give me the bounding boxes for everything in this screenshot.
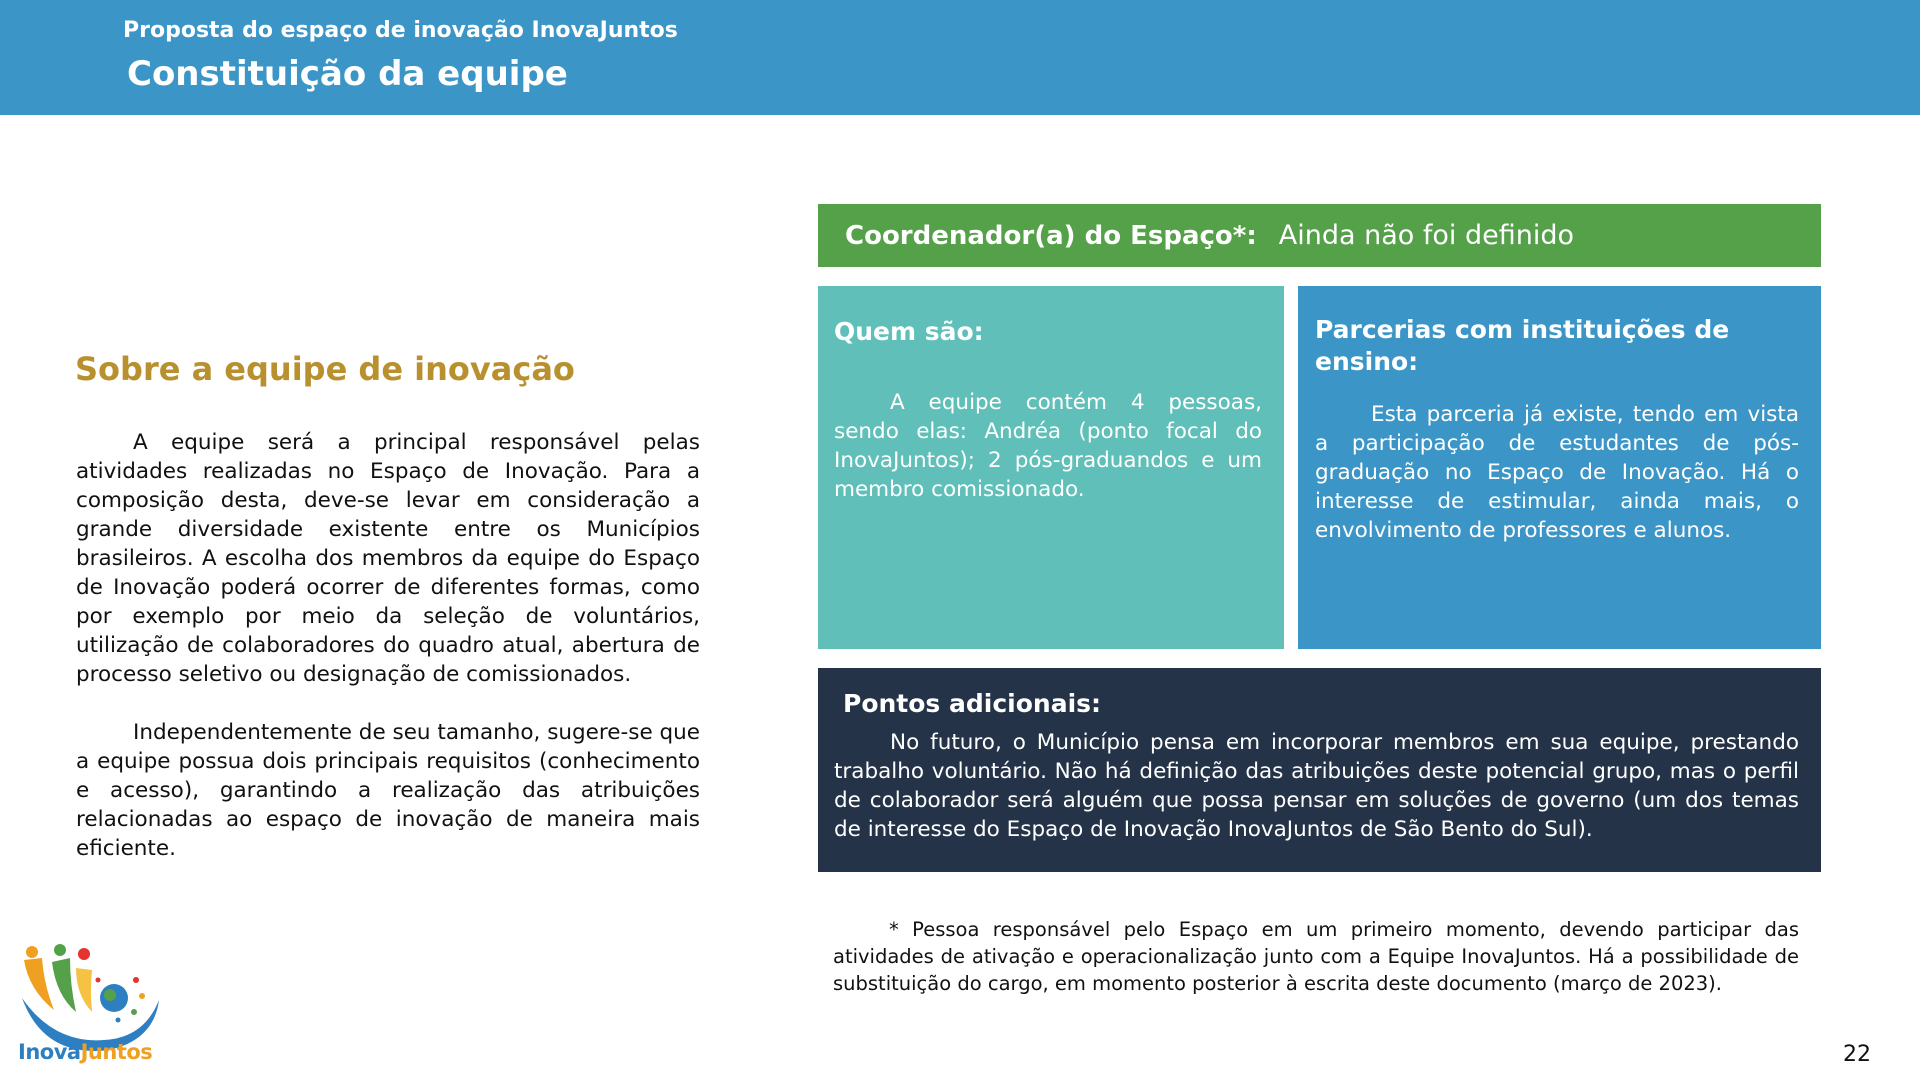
- logo-dot: [133, 977, 139, 983]
- logo-head-orange: [26, 946, 38, 958]
- logo-head-green: [54, 944, 66, 956]
- additional-points-box: [818, 668, 1821, 872]
- header-subtitle: Proposta do espaço de inovação InovaJuntos: [123, 18, 678, 43]
- footnote: [833, 916, 1799, 997]
- logo-figure-orange: [24, 958, 54, 1010]
- body-paragraph: A equipe será a principal responsável pelas atividades realizadas no Espaço de Inovação. Para a composição desta, deve-se levar em consideração a grande diversidade existente entre os Municípios brasileiros. A escolha dos membros da equipe do Espaço de Inovação poderá ocorrer de diferentes formas, como por exemplo por meio da seleção de voluntários, utilização de colaboradores do quadro atual, abertura de processo seletivo ou designação de comissionados.: [76, 430, 700, 687]
- additional-points-title: Pontos adicionais:: [843, 689, 1102, 718]
- who-title: Quem são:: [834, 317, 984, 346]
- page-number: 22: [1843, 1042, 1871, 1067]
- logo-word-juntos: Juntos: [80, 1040, 153, 1064]
- section-heading: Sobre a equipe de inovação: [75, 350, 575, 388]
- page-title: Constituição da equipe: [127, 54, 568, 94]
- logo-dot: [131, 1009, 137, 1015]
- header-banner: [0, 0, 1920, 115]
- partnerships-text: Esta parceria já existe, tendo em vista a participação de estudantes de pós-graduação no Espaço de Inovação. Há o interesse de estimular, ainda mais, o envolvimento de professores e alunos.: [1315, 402, 1799, 543]
- body-paragraph: Independentemente de seu tamanho, sugere-se que a equipe possua dois principais requisitos (conhecimento e acesso), garantindo a realização das atribuições relacionadas ao espaço de inovação de maneira mais eficiente.: [76, 720, 701, 861]
- coordinator-value: Ainda não foi definido: [1278, 220, 1575, 251]
- who-body: [834, 388, 1262, 504]
- additional-points-body: [834, 728, 1799, 844]
- logo-wordmark: [18, 1040, 152, 1064]
- logo-dot: [139, 993, 145, 999]
- partnerships-box: [1298, 286, 1821, 649]
- logo-word-inova: Inova: [18, 1040, 81, 1064]
- logo-dot: [116, 1018, 121, 1023]
- who-text: A equipe contém 4 pessoas, sendo elas: Andréa (ponto focal do InovaJuntos); 2 pós-graduandos e um membro comissionado.: [834, 390, 1262, 502]
- footnote-text: * Pessoa responsável pelo Espaço em um primeiro momento, devendo participar das atividades de ativação e operacionalização junto com a Equipe InovaJuntos. Há a possibilidade de substituição do cargo, em momento posterior à escrita deste documento (março de 2023).: [833, 918, 1799, 995]
- partnerships-body: [1315, 400, 1799, 545]
- logo-head-red: [78, 948, 90, 960]
- logo-figure-yellow: [76, 968, 92, 1012]
- coordinator-bar: [818, 204, 1821, 267]
- logo-dot: [96, 978, 101, 983]
- section-body: [76, 428, 700, 892]
- logo-globe-land: [104, 989, 116, 1001]
- partnerships-title: Parcerias com instituições de ensino:: [1315, 315, 1730, 376]
- logo-figure-green: [52, 958, 76, 1012]
- who-box: [818, 286, 1284, 649]
- additional-points-text: No futuro, o Município pensa em incorporar membros em sua equipe, prestando trabalho voluntário. Não há definição das atribuições deste potencial grupo, mas o perfil de colaborador será alguém que possa pensar em soluções de governo (um dos temas de interesse do Espaço de Inovação InovaJuntos de São Bento do Sul).: [834, 730, 1799, 842]
- coordinator-label: Coordenador(a) do Espaço*:: [845, 220, 1257, 251]
